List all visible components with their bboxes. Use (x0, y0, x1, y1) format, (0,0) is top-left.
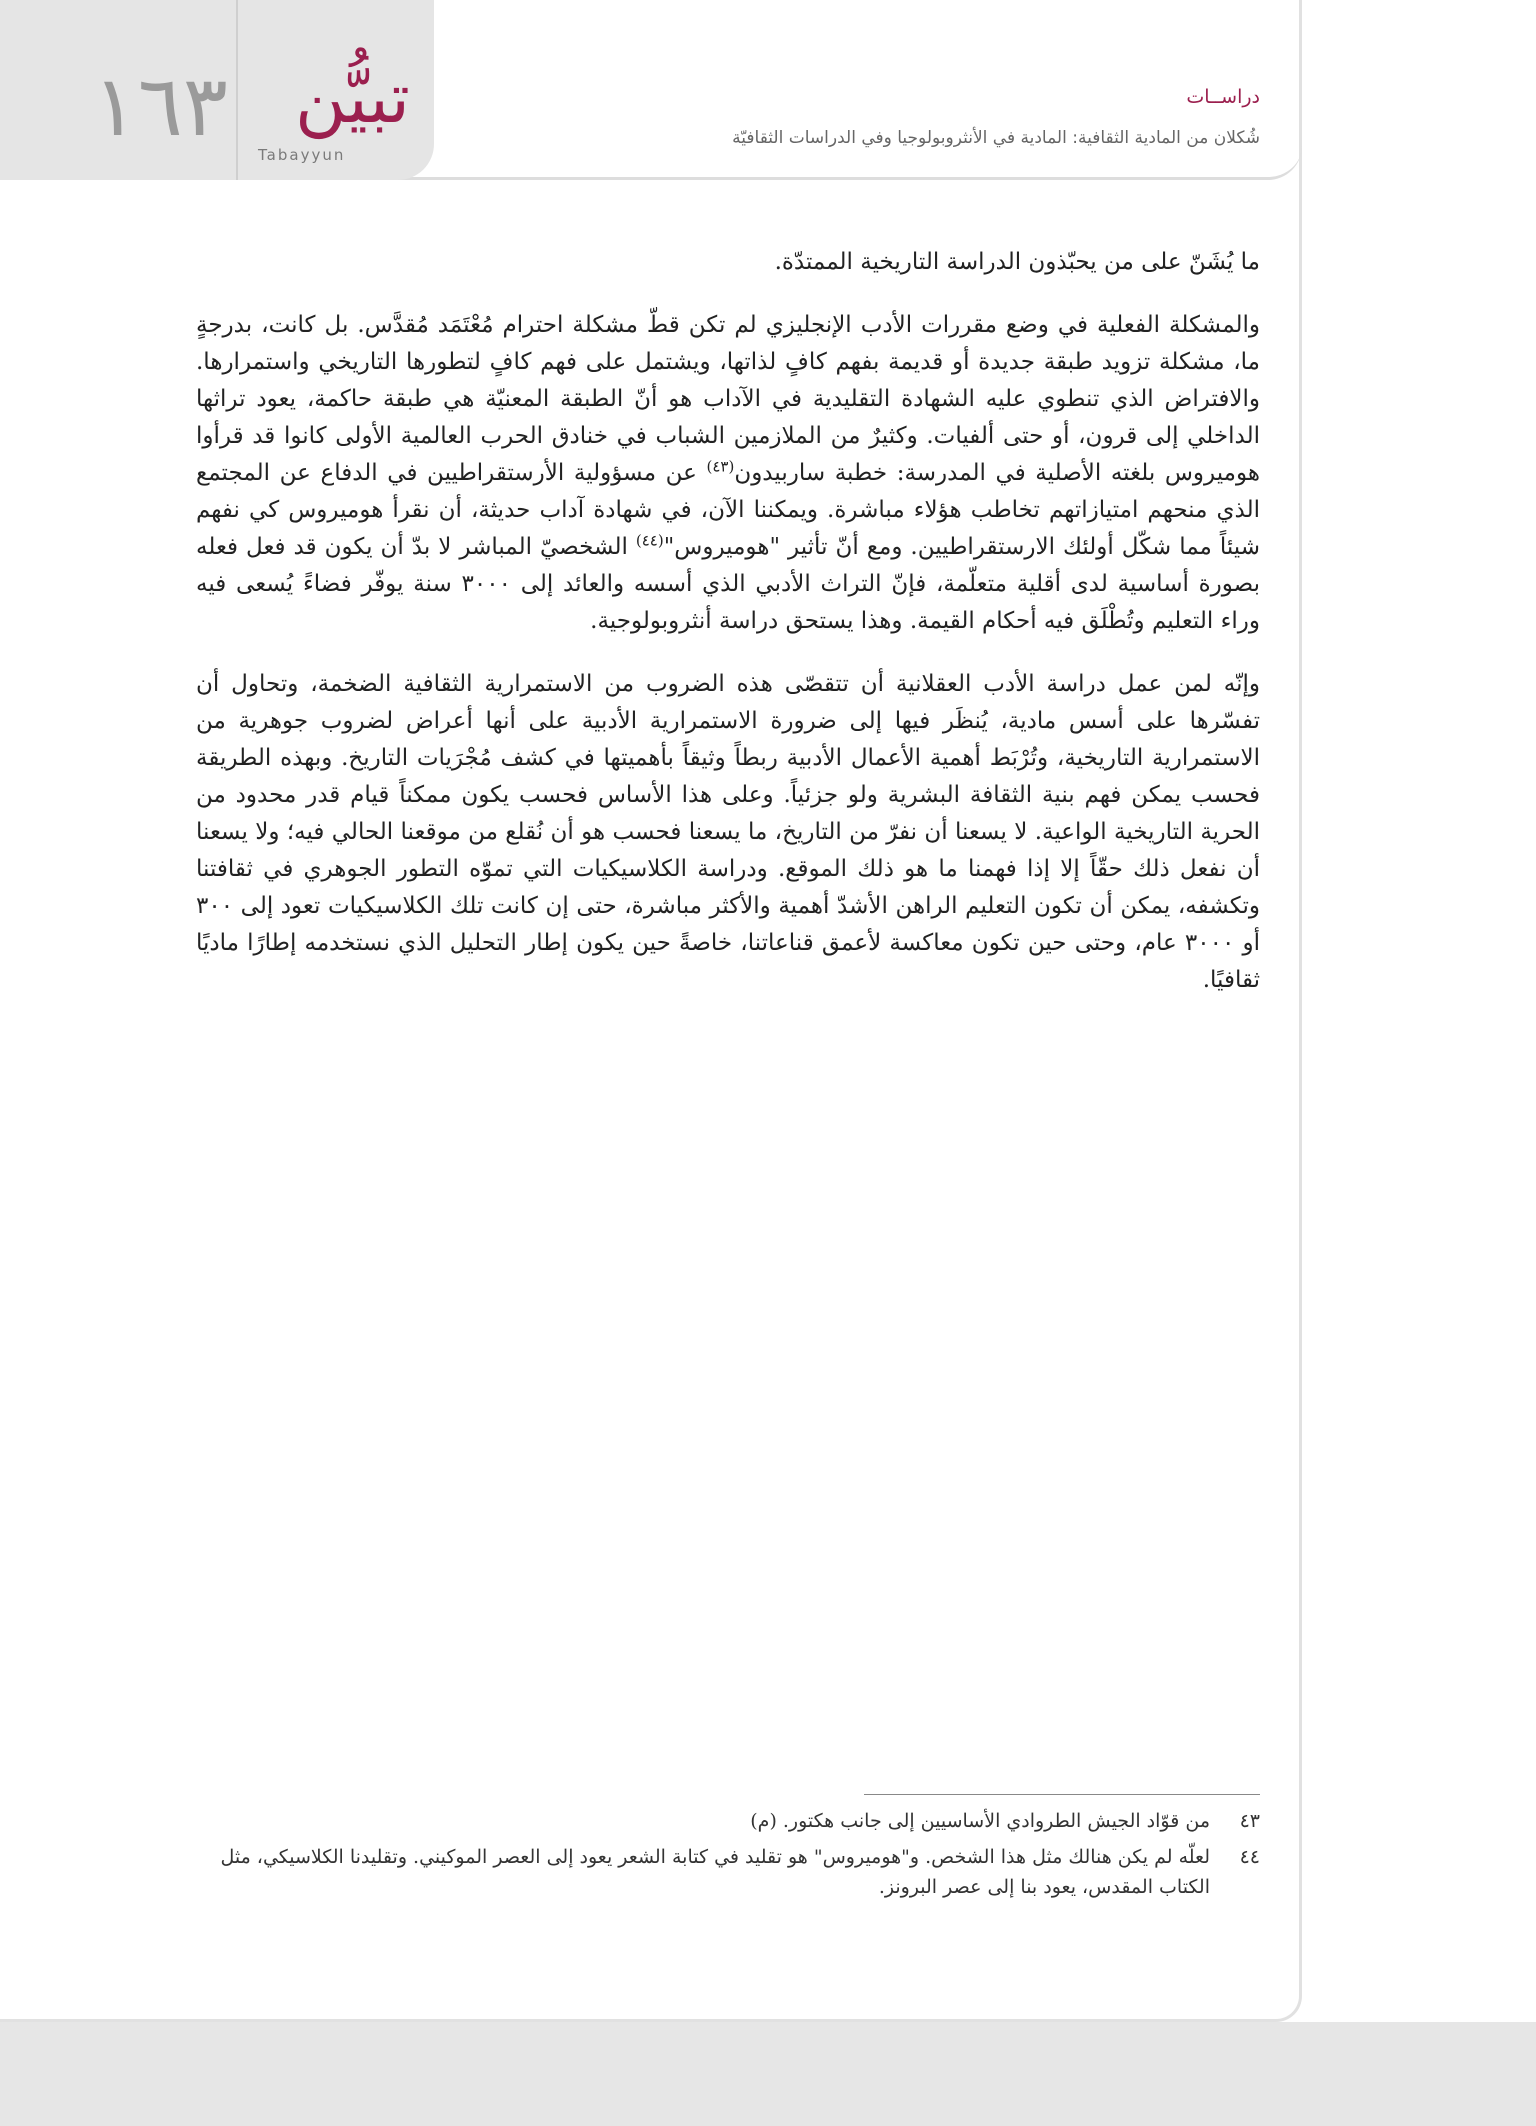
paragraph-3: وإنّه لمن عمل دراسة الأدب العقلانية أن تتقصّى هذه الضروب من الاستمرارية الثقافية الضخمة، وتحاول أن تفسّرها على أسس مادية، يُنظَر فيها إلى ضرورة الاستمرارية الأدبية على أنها أعراض لضروب جوهرية من الاستمرارية التاريخية، وتُرْبَط أهمية الأعمال الأدبية ربطاً وثيقاً بأهميتها في كشف مُجْرَيات التاريخ. وبهذه الطريقة فحسب يمكن فهم بنية الثقافة البشرية ولو جزئياً. وعلى هذا الأساس فحسب يكون ممكناً قيام قدر محدود من الحرية التاريخية الواعية. لا يسعنا أن نفرّ من التاريخ، ما يسعنا فحسب هو أن نُقلع من موقعنا الحالي فيه؛ ولا يسعنا أن نفعل ذلك حقّاً إلا إذا فهمنا ما هو ذلك الموقع. ودراسة الكلاسيكيات التي تموّه التطور الجوهري في ثقافتنا وتكشفه، يمكن أن تكون التعليم الراهن الأشدّ أهمية والأكثر مباشرة، حتى إن كانت تلك الكلاسيكيات تعود إلى ٣٠٠ أو ٣٠٠٠ عام، وحتى حين تكون معاكسة لأعمق قناعاتنا، خاصةً حين يكون إطار التحليل الذي نستخدمه إطارًا ماديًا ثقافيًا. (196, 671, 1260, 993)
logo-latin-wordmark: Tabayyun (258, 146, 346, 164)
footnote-ref-44[interactable]: (٤٤) (635, 531, 664, 550)
article-body (196, 244, 1260, 1025)
section-label: دراســات (1186, 86, 1260, 108)
page-bottom-margin (0, 2022, 1536, 2126)
running-header (0, 0, 1302, 180)
footnotes (196, 1806, 1260, 1908)
footnote-43 (196, 1806, 1260, 1836)
paragraph-1: ما يُشَنّ على من يحبّذون الدراسة التاريخية الممتدّة. (774, 249, 1260, 275)
footnote-text: لعلّه لم يكن هنالك مثل هذا الشخص. و"هوميروس" هو تقليد في كتابة الشعر يعود إلى العصر الموكيني. وتقليدنا الكلاسيكي، مثل الكتاب المقدس، يعود بنا إلى عصر البرونز. (220, 1846, 1210, 1898)
footnote-separator (864, 1794, 1260, 1795)
footnote-ref-43[interactable]: (٤٣) (706, 457, 735, 476)
footnote-number: ٤٣ (1239, 1810, 1260, 1832)
logo-arabic-wordmark: تبيُّن (294, 57, 410, 139)
page-number: ١٦٣ (92, 57, 228, 155)
header-divider (236, 0, 238, 180)
journal-logo (254, 57, 414, 170)
article-running-title: شُكلان من المادية الثقافية: المادية في الأنثروبولوجيا وفي الدراسات الثقافيّة (732, 128, 1260, 148)
paragraph-2 (196, 307, 1260, 640)
footnote-44 (196, 1842, 1260, 1902)
paragraph-2-part-b: عن مسؤولية الأرستقراطيين في الدفاع عن المجتمع الذي منحهم امتيازاتهم تخاطب هؤلاء مباشرة. ويمكننا الآن، في شهادة آداب حديثة، أن نقرأ هوميروس كي نفهم شيئاً مما شكّل أولئك الارستقراطيين. ومع أنّ تأثير "هوميروس" (196, 460, 1260, 560)
footnote-text: من قوّاد الجيش الطروادي الأساسيين إلى جانب هكتور. (م) (750, 1810, 1210, 1832)
footnote-number: ٤٤ (1239, 1846, 1260, 1868)
paragraph-2-part-c: الشخصيّ المباشر لا بدّ أن يكون قد فعل فعله بصورة أساسية لدى أقلية متعلّمة، فإنّ التراث الأدبي الذي أسسه والعائد إلى ٣٠٠٠ سنة يوفّر فضاءً يُسعى فيه وراء التعليم وتُطْلَق فيه أحكام القيمة. وهذا يستحق دراسة أنثروبولوجية. (196, 534, 1260, 634)
paragraph-2-part-a: والمشكلة الفعلية في وضع مقررات الأدب الإنجليزي لم تكن قطّ مشكلة احترام مُعْتَمَد مُقدَّس. بل كانت، بدرجةٍ ما، مشكلة تزويد طبقة جديدة أو قديمة بفهم كافٍ لذاتها، ويشتمل على فهم كافٍ لتطورها التاريخي واستمرارها. والافتراض الذي تنطوي عليه الشهادة التقليدية في الآداب هو أنّ الطبقة المعنيّة هي طبقة حاكمة، يعود تراثها الداخلي إلى قرون، أو حتى ألفيات. وكثيرٌ من الملازمين الشباب في خنادق الحرب العالمية الأولى كانوا قد قرأوا هوميروس بلغته الأصلية في المدرسة: خطبة ساربيدون (196, 312, 1260, 486)
